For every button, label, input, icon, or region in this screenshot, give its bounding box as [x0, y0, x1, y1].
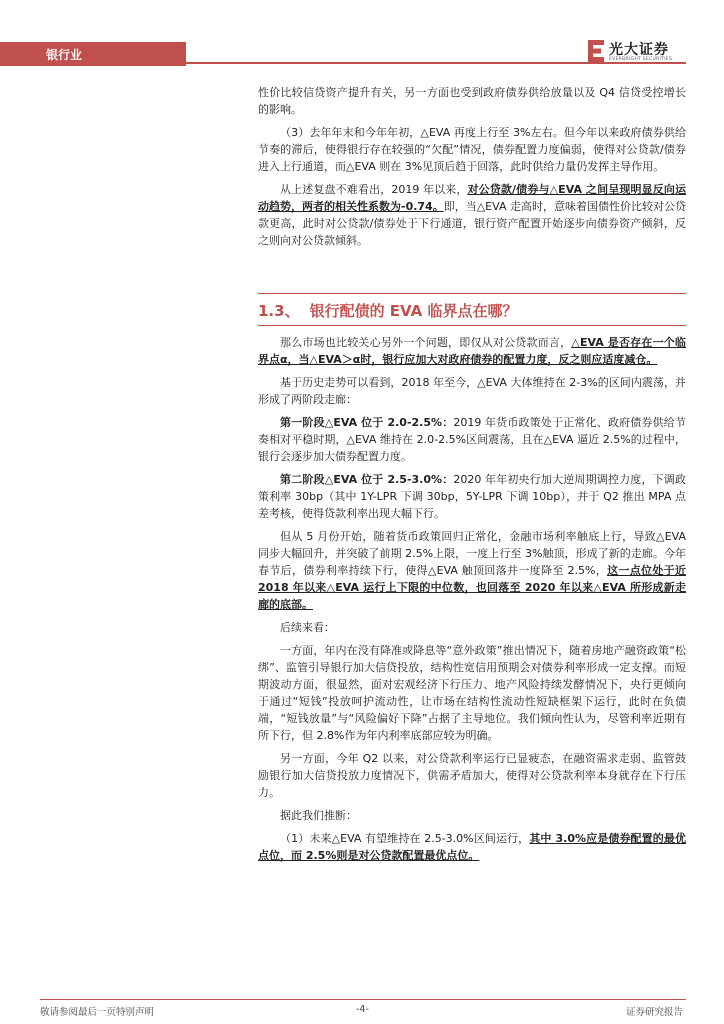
question-paragraph	[258, 334, 686, 368]
body-top	[258, 84, 686, 255]
summary-highlight: 对公贷款/债券与△EVA 之间呈现明显反向运动趋势，两者的相关性系数为-0.74。	[258, 183, 686, 213]
question-highlight: △EVA 是否存在一个临界点α，当△EVA＞α时，银行应加大对政府债券的配置力度，反之则应适度减仓。	[258, 336, 686, 366]
may-highlight: 这一点位处于近 2018 年以来△EVA 运行上下限的中位数，也回落至 2020 年以来△EVA 所形成新走廊的底部。	[258, 564, 686, 611]
phase2-text: 2020 年年初央行加大逆周期调控力度，下调政策利率 30bp（其中 1Y-LPR 下调 30bp，5Y-LPR 下调 10bp），并于 Q2 推出 MPA 点差考核，使得贷款利率出现大幅下行。	[258, 473, 686, 520]
section-number: 1.3、	[258, 302, 300, 320]
footer-report-type: 证券研究报告	[626, 1007, 684, 1018]
section-underline	[258, 325, 686, 326]
inference-lead: （1）未来△EVA 有望维持在 2.5-3.0%区间运行，	[280, 832, 530, 845]
history-paragraph: 基于历史走势可以看到，2018 年至今，△EVA 大体维持在 2-3%的区间内震荡，并形成了两阶段走廊：	[258, 376, 686, 406]
section-divider	[258, 293, 686, 294]
phase1-text: 2019 年货币政策处于正常化、政府债券供给节奏相对平稳时期，△EVA 维持在 2.0-2.5%区间震荡，且在△EVA 逼近 2.5%的过程中，银行会逐步加大债券配置力度。	[258, 416, 686, 463]
paragraph: 性价比较信贷资产提升有关，另一方面也受到政府债券供给放量以及 Q4 信贷受控增长的影响。	[258, 86, 686, 116]
section-heading	[258, 300, 517, 321]
phase1-paragraph	[258, 414, 686, 465]
body-bottom	[258, 334, 686, 870]
inference-highlight: 其中 3.0%应是债券配置的最优点位，而 2.5%则是对公贷款配置最优点位。	[258, 832, 687, 862]
outlook-label: 后续来看：	[280, 621, 335, 634]
section-title: 银行配债的 EVA 临界点在哪？	[309, 302, 518, 320]
summary-lead: 从上述复盘不难看出，2019 年以来，	[280, 183, 468, 196]
page-number: -4-	[356, 1004, 369, 1015]
outlook-paragraph-1: 一方面，年内在没有降准或降息等“意外政策”推出情况下，随着房地产融资政策“松绑”、监管引导银行加大信贷投放，结构性宽信用预期会对债券利率形成一定支撑。而短期波动方面，很显然，面对宏观经济下行压力、地产风险持续发酵情况下，央行更倾向于通过“短钱”投放呵护流动性，让市场在结构性流动性短缺框架下运行，此时在负债端，“短钱放量”与“风险偏好下降”占据了主导地位。我们倾向性认为，尽管利率近期有所下行，但 2.8%作为年内利率底部应较为明确。	[258, 644, 686, 742]
outlook-paragraph-2: 另一方面，今年 Q2 以来，对公贷款利率运行已显疲态，在融资需求走弱、监管鼓励银行加大信贷投放力度情况下，供需矛盾加大，使得对公贷款利率本身就存在下行压力。	[258, 752, 686, 799]
phase2-paragraph	[258, 471, 686, 522]
everbright-logo-icon	[588, 40, 604, 62]
phase2-label: 第二阶段△EVA 位于 2.5-3.0%：	[280, 473, 454, 486]
phase1-label: 第一阶段△EVA 位于 2.0-2.5%：	[280, 416, 454, 429]
footer-rule	[40, 999, 686, 1000]
logo-name-en: EVERBRIGHT SECURITIES	[609, 57, 673, 62]
may-paragraph	[258, 528, 686, 613]
summary-tail: 即，当△EVA 走高时，意味着国债性价比较对公贷款更高，此时对公贷款/债券处于下行通道，银行资产配置开始逐步向债券资产倾斜，反之则向对公贷款倾斜。	[258, 200, 686, 247]
question-lead: 那么市场也比较关心另外一个问题，即仅从对公贷款而言，	[280, 336, 572, 349]
inference-label: 据此我们推断：	[280, 809, 357, 822]
footer-disclaimer: 敬请参阅最后一页特别声明	[40, 1007, 155, 1018]
logo-name-cn: 光大证券	[609, 42, 669, 58]
may-text: 但从 5 月份开始，随着货币政策回归正常化，金融市场利率触底上行，导致△EVA 同步大幅回升，并突破了前期 2.5%上限，一度上行至 3%触顶，形成了新的走廊。今年春节后，债券利率持续下行，使得△EVA 触顶回落并一度降至 2.5%，	[258, 530, 686, 577]
sector-label: 银行业	[46, 48, 83, 62]
sector-tag	[0, 42, 186, 66]
company-logo	[588, 38, 688, 66]
paragraph: （3）去年年末和今年年初，△EVA 再度上行至 3%左右。但今年以来政府债券供给节奏的滞后，使得银行存在较强的“欠配”情况，债券配置力度偏弱，使得对公贷款/债券进入上行通道，而△EVA 则在 3%见顶后趋于回落，此时供给力量仍发挥主导作用。	[258, 126, 686, 173]
inference-paragraph-1	[258, 830, 686, 864]
summary-paragraph	[258, 181, 686, 249]
